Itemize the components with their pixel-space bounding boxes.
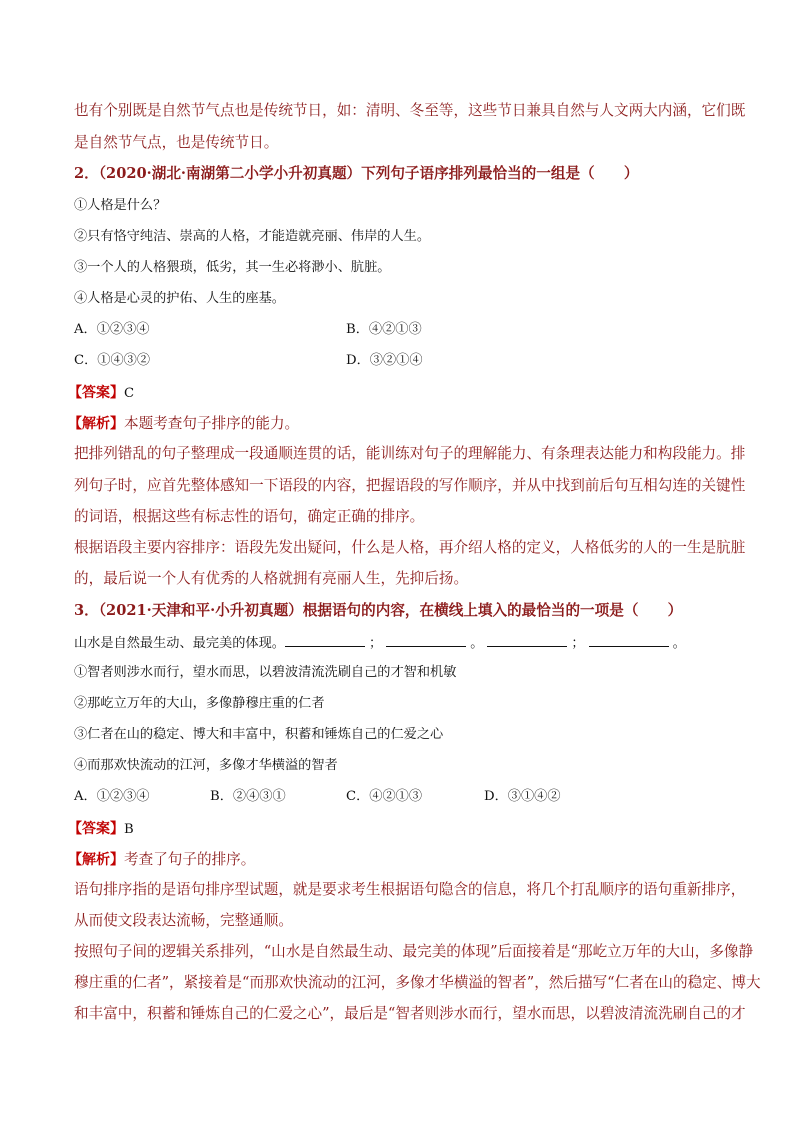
q2-analysis-p2: 列句子时，应首先整体感知一下语段的内容，把握语段的写作顺序，并从中找到前后句互相勾连的关键性 (74, 477, 746, 494)
q3-analysis-p1: 语句排序指的是语句排序型试题，就是要求考生根据语句隐含的信息，将几个打乱顺序的语句重新排序， (74, 881, 746, 898)
q3-sentence-3: ③仁者在山的稳定、博大和丰富中，积蓄和锤炼自己的仁爱之心 (74, 727, 444, 742)
q3-option-b: B．②④③① (210, 789, 286, 804)
q2-analysis-p1: 把排列错乱的句子整理成一段通顺连贯的话，能训练对句子的理解能力、有条理表达能力和构段能力。排 (74, 445, 746, 462)
q3-answer-value: B (124, 822, 134, 837)
q3-option-a: A．①②③④ (74, 789, 150, 804)
q2-analysis-p4: 根据语段主要内容排序：语段先发出疑问，什么是人格，再介绍人格的定义，人格低劣的人的一生是肮脏 (74, 539, 746, 556)
q2-option-b: B．④②①③ (346, 322, 422, 337)
q3-analysis-p3: 按照句子间的逻辑关系排列，“山水是自然最生动、最完美的体现”后面接着是“那屹立万年的大山，多像静 (74, 943, 754, 960)
q2-option-c: C．①④③② (74, 353, 151, 368)
answer-blank-2[interactable] (386, 632, 466, 647)
q2-analysis-line (68, 413, 299, 434)
q3-lead-line (74, 632, 690, 654)
q2-answer-value: C (124, 386, 135, 401)
intro-line-2: 是自然节气点，也是传统节日。 (74, 134, 279, 151)
q3-punct-2: 。 (470, 636, 484, 651)
q2-sentence-4: ④人格是心灵的护佑、人生的座基。 (74, 291, 285, 306)
q2-analysis-p5: 的，最后说一个人有优秀的人格就拥有亮丽人生，先抑后扬。 (74, 570, 469, 587)
answer-blank-4[interactable] (589, 632, 669, 647)
q3-analysis-p4: 穆庄重的仁者”，紧接着是“而那欢快流动的江河，多像才华横溢的智者”，然后描写“仁者在山的稳定、博大 (74, 974, 761, 991)
q3-answer-line (68, 818, 134, 840)
question-2-stem: 2．（2020·湖北·南湖第二小学小升初真题）下列句子语序排列最恰当的一组是（ ） (74, 165, 639, 182)
q2-sentence-3: ③一个人的人格猥琐，低劣，其一生必将渺小、肮脏。 (74, 260, 391, 275)
q3-analysis-lead: 考查了句子的排序。 (124, 851, 256, 868)
q2-analysis-lead: 本题考查句子排序的能力。 (124, 415, 300, 432)
q3-sentence-2: ②那屹立万年的大山，多像静穆庄重的仁者 (74, 696, 325, 711)
q3-analysis-tag: 【解析】 (68, 852, 124, 868)
q2-sentence-1: ①人格是什么？ (74, 198, 167, 213)
answer-blank-3[interactable] (487, 632, 567, 647)
q2-answer-tag: 【答案】 (68, 385, 124, 401)
q2-answer-line (68, 382, 134, 404)
q3-option-c: C．④②①③ (346, 789, 423, 804)
q2-sentence-2: ②只有恪守纯洁、崇高的人格，才能造就亮丽、伟岸的人生。 (74, 229, 431, 244)
q3-sentence-4: ④而那欢快流动的江河，多像才华横溢的智者 (74, 758, 338, 773)
q3-sentence-1: ①智者则涉水而行，望水而思，以碧波清流洗刷自己的才智和机敏 (74, 665, 457, 680)
q3-lead-text: 山水是自然最生动、最完美的体现。 (74, 636, 285, 651)
q3-analysis-p5: 和丰富中，积蓄和锤炼自己的仁爱之心”，最后是“智者则涉水而行，望水而思，以碧波清流洗刷自己的才 (74, 1005, 746, 1022)
question-3-stem: 3．（2021·天津和平·小升初真题）根据语句的内容，在横线上填入的最恰当的一项是（ ） (74, 602, 683, 619)
q3-punct-1: ； (369, 636, 383, 651)
q3-option-d: D．③①④② (484, 789, 561, 804)
q3-punct-3: ； (571, 636, 585, 651)
q3-analysis-p2: 从而使文段表达流畅，完整通顺。 (74, 912, 293, 929)
answer-blank-1[interactable] (285, 632, 365, 647)
intro-line-1: 也有个别既是自然节气点也是传统节日，如：清明、冬至等，这些节日兼具自然与人文两大内涵，它们既 (74, 102, 746, 119)
q3-punct-4: 。 (672, 636, 686, 651)
q2-analysis-p3: 的词语，根据这些有标志性的语句，确定正确的排序。 (74, 508, 425, 525)
q2-option-a: A．①②③④ (74, 322, 150, 337)
q3-answer-tag: 【答案】 (68, 821, 124, 837)
q2-analysis-tag: 【解析】 (68, 416, 124, 432)
q2-option-d: D．③②①④ (346, 353, 423, 368)
q3-analysis-line (68, 849, 255, 870)
